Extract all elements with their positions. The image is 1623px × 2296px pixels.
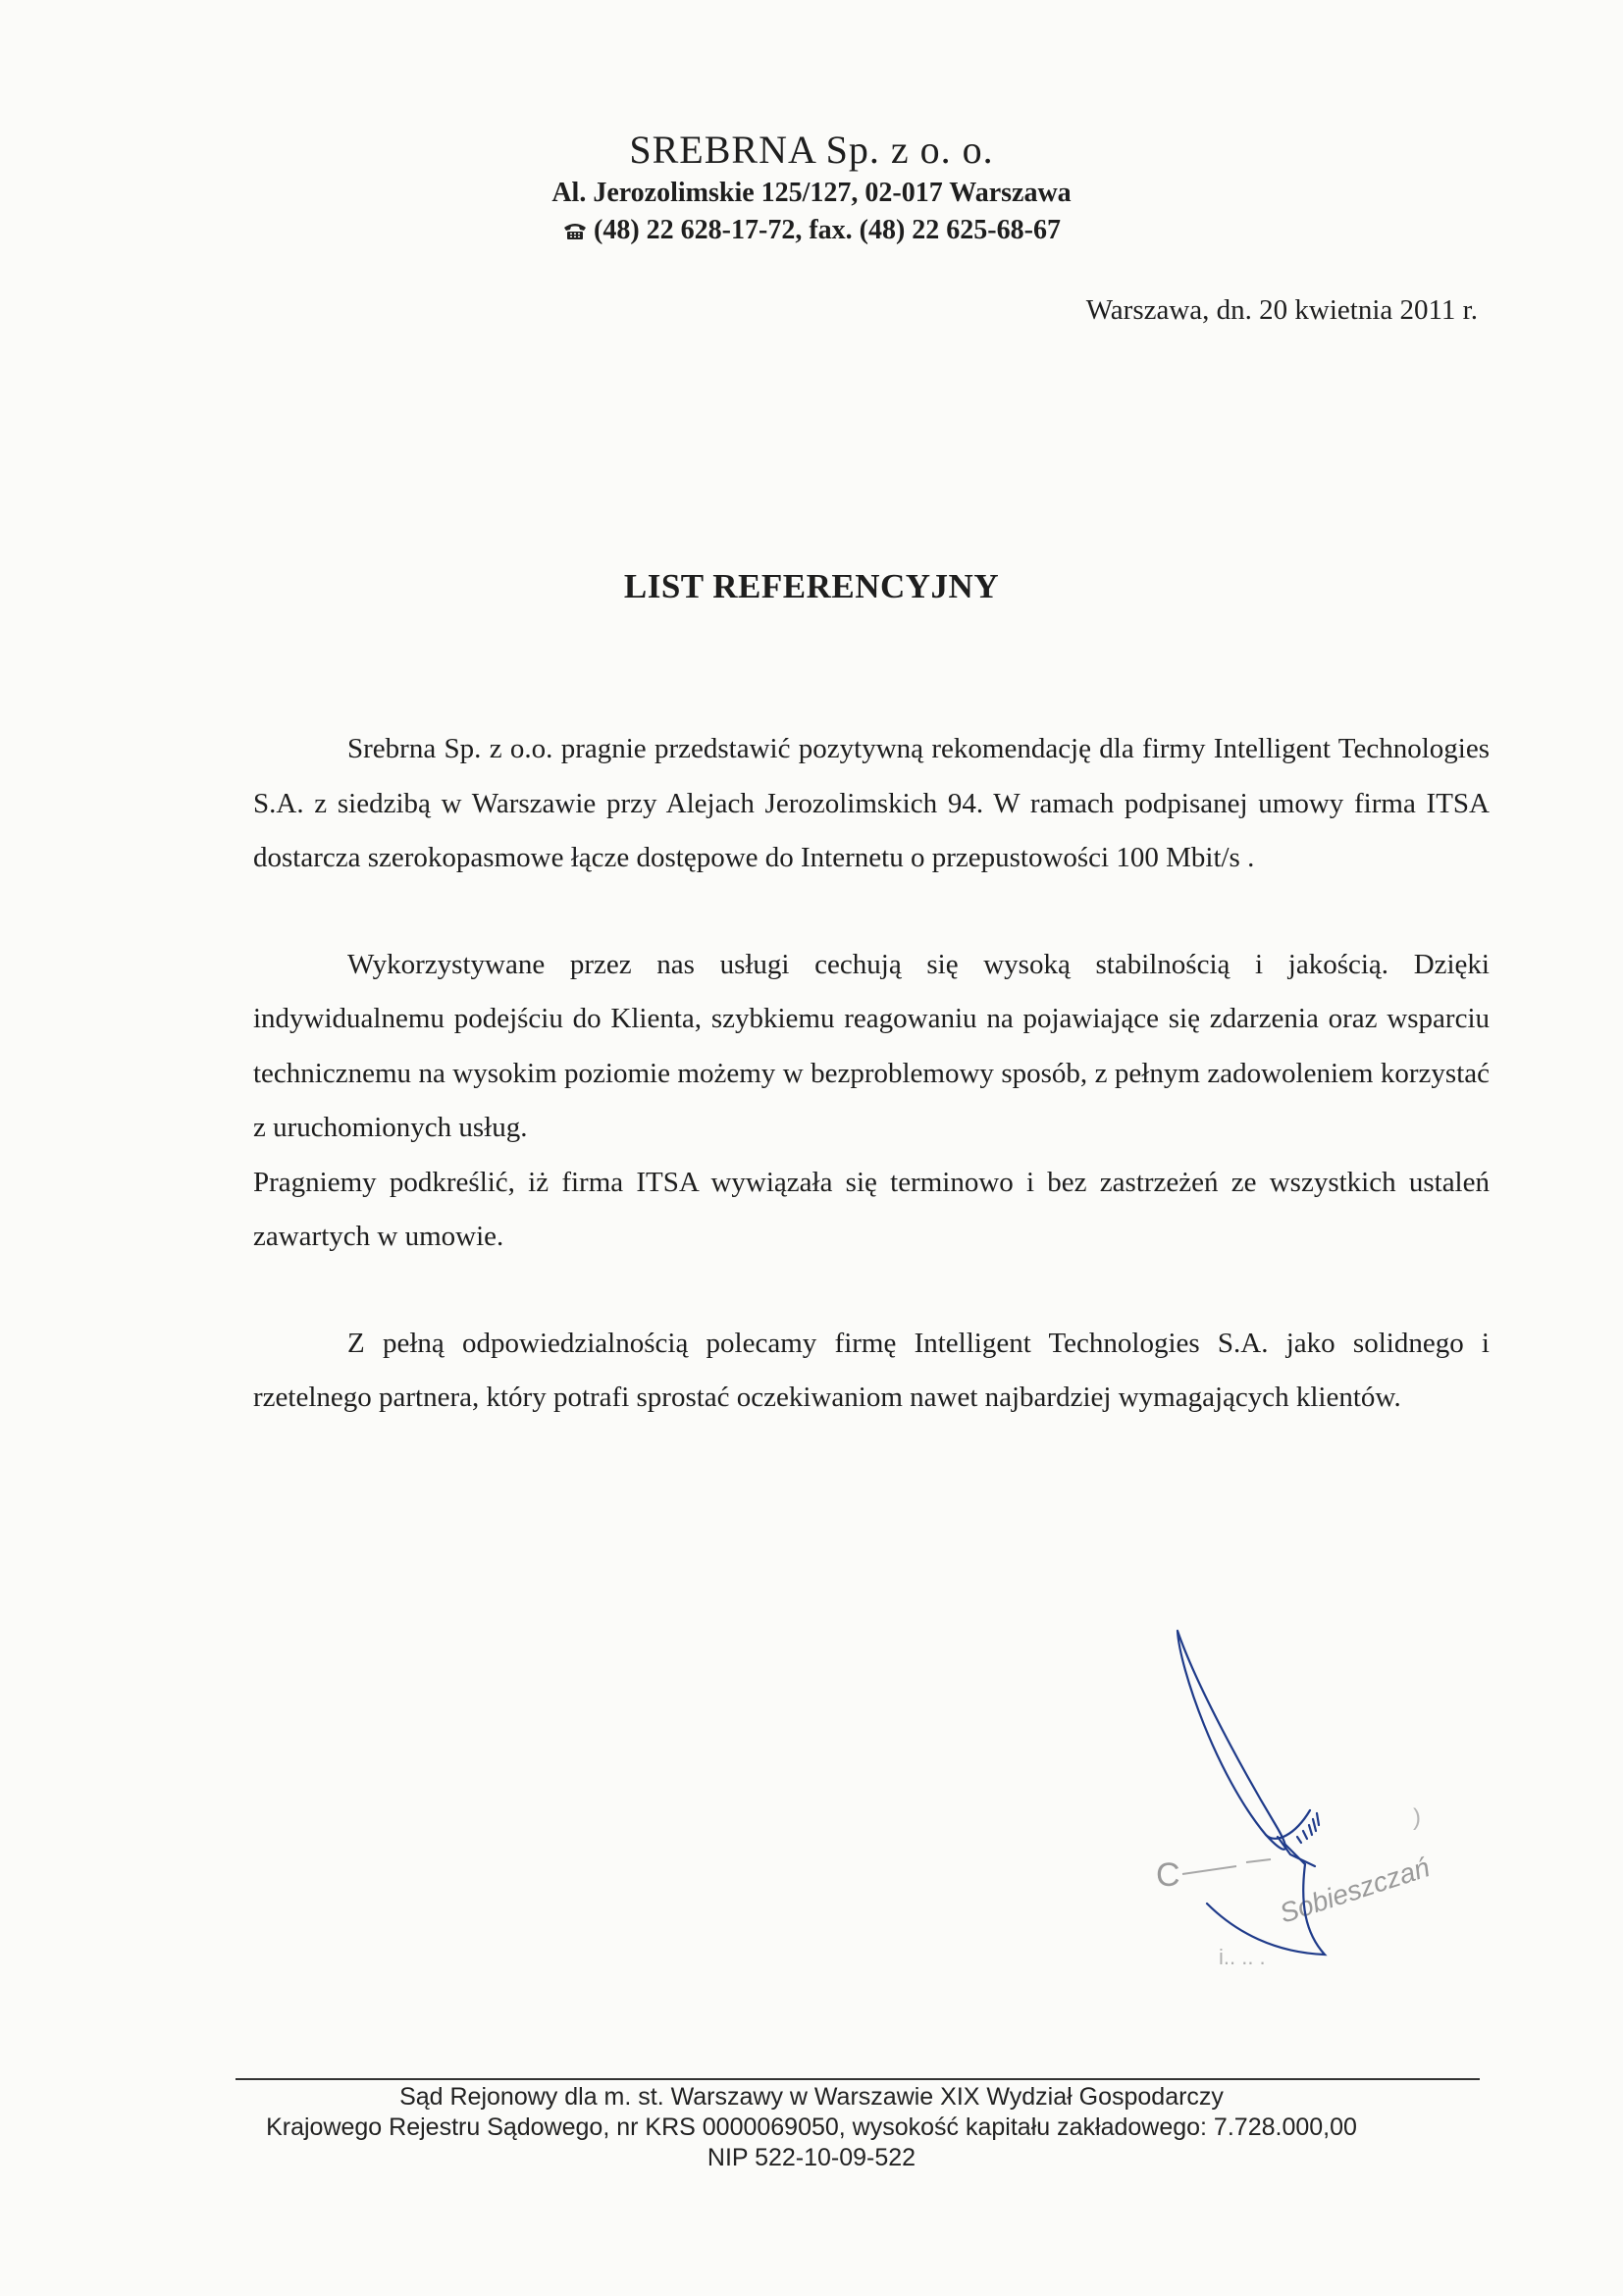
company-contact [0,212,1623,249]
paragraph-quality: Wykorzystywane przez nas usługi cechują się wysoką stabilnością i jakością. Dzięki indywidualnemu podejściu do Klienta, szybkiemu reagowaniu na pojawiające się zdarzenia oraz wsparciu technicznemu na wysokim poziomie możemy w bezproblemowy sposób, z pełnym zadowoleniem korzystać z uruchomionych usług. [253,948,1490,1143]
company-name: SREBRNA Sp. z o. o. [629,128,994,172]
stamp-letter: C [1156,1856,1180,1894]
paragraph-recommendation: Srebrna Sp. z o.o. pragnie przedstawić pozytywną rekomendację dla firmy Intelligent Technologies S.A. z siedzibą w Warszawie przy Alejach Jerozolimskich 94. W ramach podpisanej umowy firma ITSA dostarcza szerokopasmowe łącze dostępowe do Internetu o przepustowości 100 Mbit/s . [253,733,1490,873]
footer-divider [236,2078,1480,2080]
paragraph-closing: Z pełną odpowiedzialnością polecamy firmę Intelligent Technologies S.A. jako solidnego i rzetelnego partnera, który potrafi sprostać oczekiwaniom nawet najbardziej wymagających klientów. [253,1327,1490,1413]
letter-body [253,722,1490,1426]
letterhead [0,126,1623,249]
company-registration-footer [0,2082,1623,2173]
letter-date: Warszawa, dn. 20 kwietnia 2011 r. [1085,294,1478,326]
signature-and-stamp [1128,1609,1501,1972]
contact-numbers: (48) 22 628-17-72, fax. (48) 22 625-68-67 [594,215,1061,245]
footer-court-line: Sąd Rejonowy dla m. st. Warszawy w Warszawie XIX Wydział Gospodarczy [399,2083,1224,2111]
letter-title: LIST REFERENCYJNY [623,567,1000,605]
company-address: Al. Jerozolimskie 125/127, 02-017 Warszawa [551,178,1072,208]
footer-krs-line: Krajowego Rejestru Sądowego, nr KRS 0000069050, wysokość kapitału zakładowego: 7.728.000,00 [266,2113,1357,2141]
telephone-icon [562,214,588,234]
paragraph-contract: Pragniemy podkreślić, iż firma ITSA wywiązała się terminowo i bez zastrzeżeń ze wszystkich ustaleń zawartych w umowie. [253,1166,1490,1252]
stamp-name: Sobieszczań [1276,1852,1434,1929]
footer-nip-line: NIP 522-10-09-522 [707,2144,916,2171]
svg-text:i.. .. .: i.. .. . [1219,1945,1266,1969]
svg-text:): ) [1413,1804,1421,1831]
